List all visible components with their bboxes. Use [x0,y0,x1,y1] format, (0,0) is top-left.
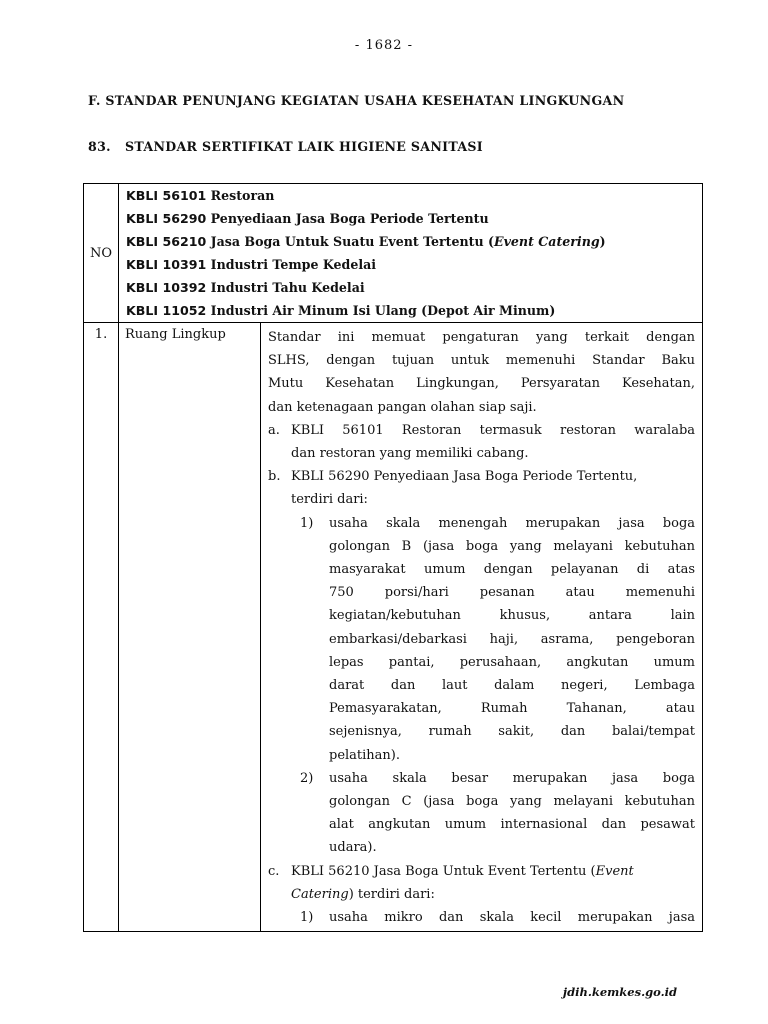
sub-marker: 2) [300,770,314,786]
sub-line: golongan B (jasa boga yang melayani kebutuhan [329,538,696,554]
sub-item-c1 [290,906,695,929]
row-title: Ruang Lingkup [119,323,261,932]
kbli-item: KBLI 11052 Industri Air Minum Isi Ulang (Depot Air Minum) [126,303,556,318]
sub-line: usaha skala besar merupakan jasa boga [329,770,696,786]
list-line: KBLI 56290 Penyediaan Jasa Boga Periode Tertentu, [291,469,638,485]
list-line: terdiri dari: [291,492,368,508]
sub-line: golongan C (jasa boga yang melayani kebutuhan [329,794,696,810]
sub-heading-title: STANDAR SERTIFIKAT LAIK HIGIENE SANITASI [125,139,483,154]
kbli-item: KBLI 56101 Restoran [126,188,275,203]
kbli-item: KBLI 56290 Penyediaan Jasa Boga Periode Tertentu [126,211,489,226]
sub-line: embarkasi/debarkasi haji, asrama, pengeboran [329,631,696,647]
sub-line: 750 porsi/hari pesanan atau memenuhi [329,585,696,601]
list-item-c [268,860,695,906]
sub-line: sejenisnya, rumah sakit, dan balai/tempat [329,724,696,740]
intro-line: dan ketenagaan pangan olahan siap saji. [268,399,537,415]
sub-line: pelatihan). [329,747,401,763]
page-number: - 1682 - [354,38,414,53]
sub-line: darat dan laut dalam negeri, Lembaga [329,678,696,694]
table-row [84,323,703,932]
list-item-b [268,465,695,511]
list-line: KBLI 56101 Restoran termasuk restoran waralaba [291,422,696,438]
standard-table [83,183,703,932]
sub-heading [88,139,483,154]
intro-line: Mutu Kesehatan Lingkungan, Persyaratan Kesehatan, [268,376,696,392]
sub-line: masyarakat umum dengan pelayanan di atas [329,562,696,578]
list-line: Catering) terdiri dari: [291,886,435,902]
table-header-row [84,184,703,323]
sub-marker: 1) [300,515,314,531]
sub-line: usaha mikro dan skala kecil merupakan jasa [329,910,696,926]
kbli-item: KBLI 56210 Jasa Boga Untuk Suatu Event Tertentu (Event Catering) [126,234,606,249]
list-line: dan restoran yang memiliki cabang. [291,446,529,462]
sub-line: Pemasyarakatan, Rumah Tahanan, atau [329,701,696,717]
intro-line: SLHS, dengan tujuan untuk memenuhi Standar Baku [268,353,696,369]
row-number: 1. [84,323,119,932]
sub-line: kegiatan/kebutuhan khusus, antara lain [329,608,696,624]
list-line: KBLI 56210 Jasa Boga Untuk Event Tertentu (Event [291,863,634,879]
sub-line: usaha skala menengah merupakan jasa boga [329,515,696,531]
list-marker: a. [268,422,280,438]
sub-line: alat angkutan umum internasional dan pesawat [329,817,696,833]
kbli-list [119,184,703,323]
kbli-item: KBLI 10391 Industri Tempe Kedelai [126,257,377,272]
row-body [261,323,703,932]
sub-item-b1 [290,512,695,767]
section-heading: F. STANDAR PENUNJANG KEGIATAN USAHA KESEHATAN LINGKUNGAN [88,93,625,108]
list-marker: b. [268,469,281,485]
sub-heading-number: 83. [88,139,111,154]
intro-line: Standar ini memuat pengaturan yang terkait dengan [268,330,696,345]
sub-line: lepas pantai, perusahaan, angkutan umum [329,654,696,670]
sub-line: udara). [329,840,377,856]
kbli-item: KBLI 10392 Industri Tahu Kedelai [126,280,365,295]
list-marker: c. [268,863,280,879]
no-header: NO [84,184,119,323]
list-item-a [268,419,695,465]
footer-source: jdih.kemkes.go.id [562,985,677,999]
sub-marker: 1) [300,910,314,926]
sub-item-b2 [290,767,695,860]
